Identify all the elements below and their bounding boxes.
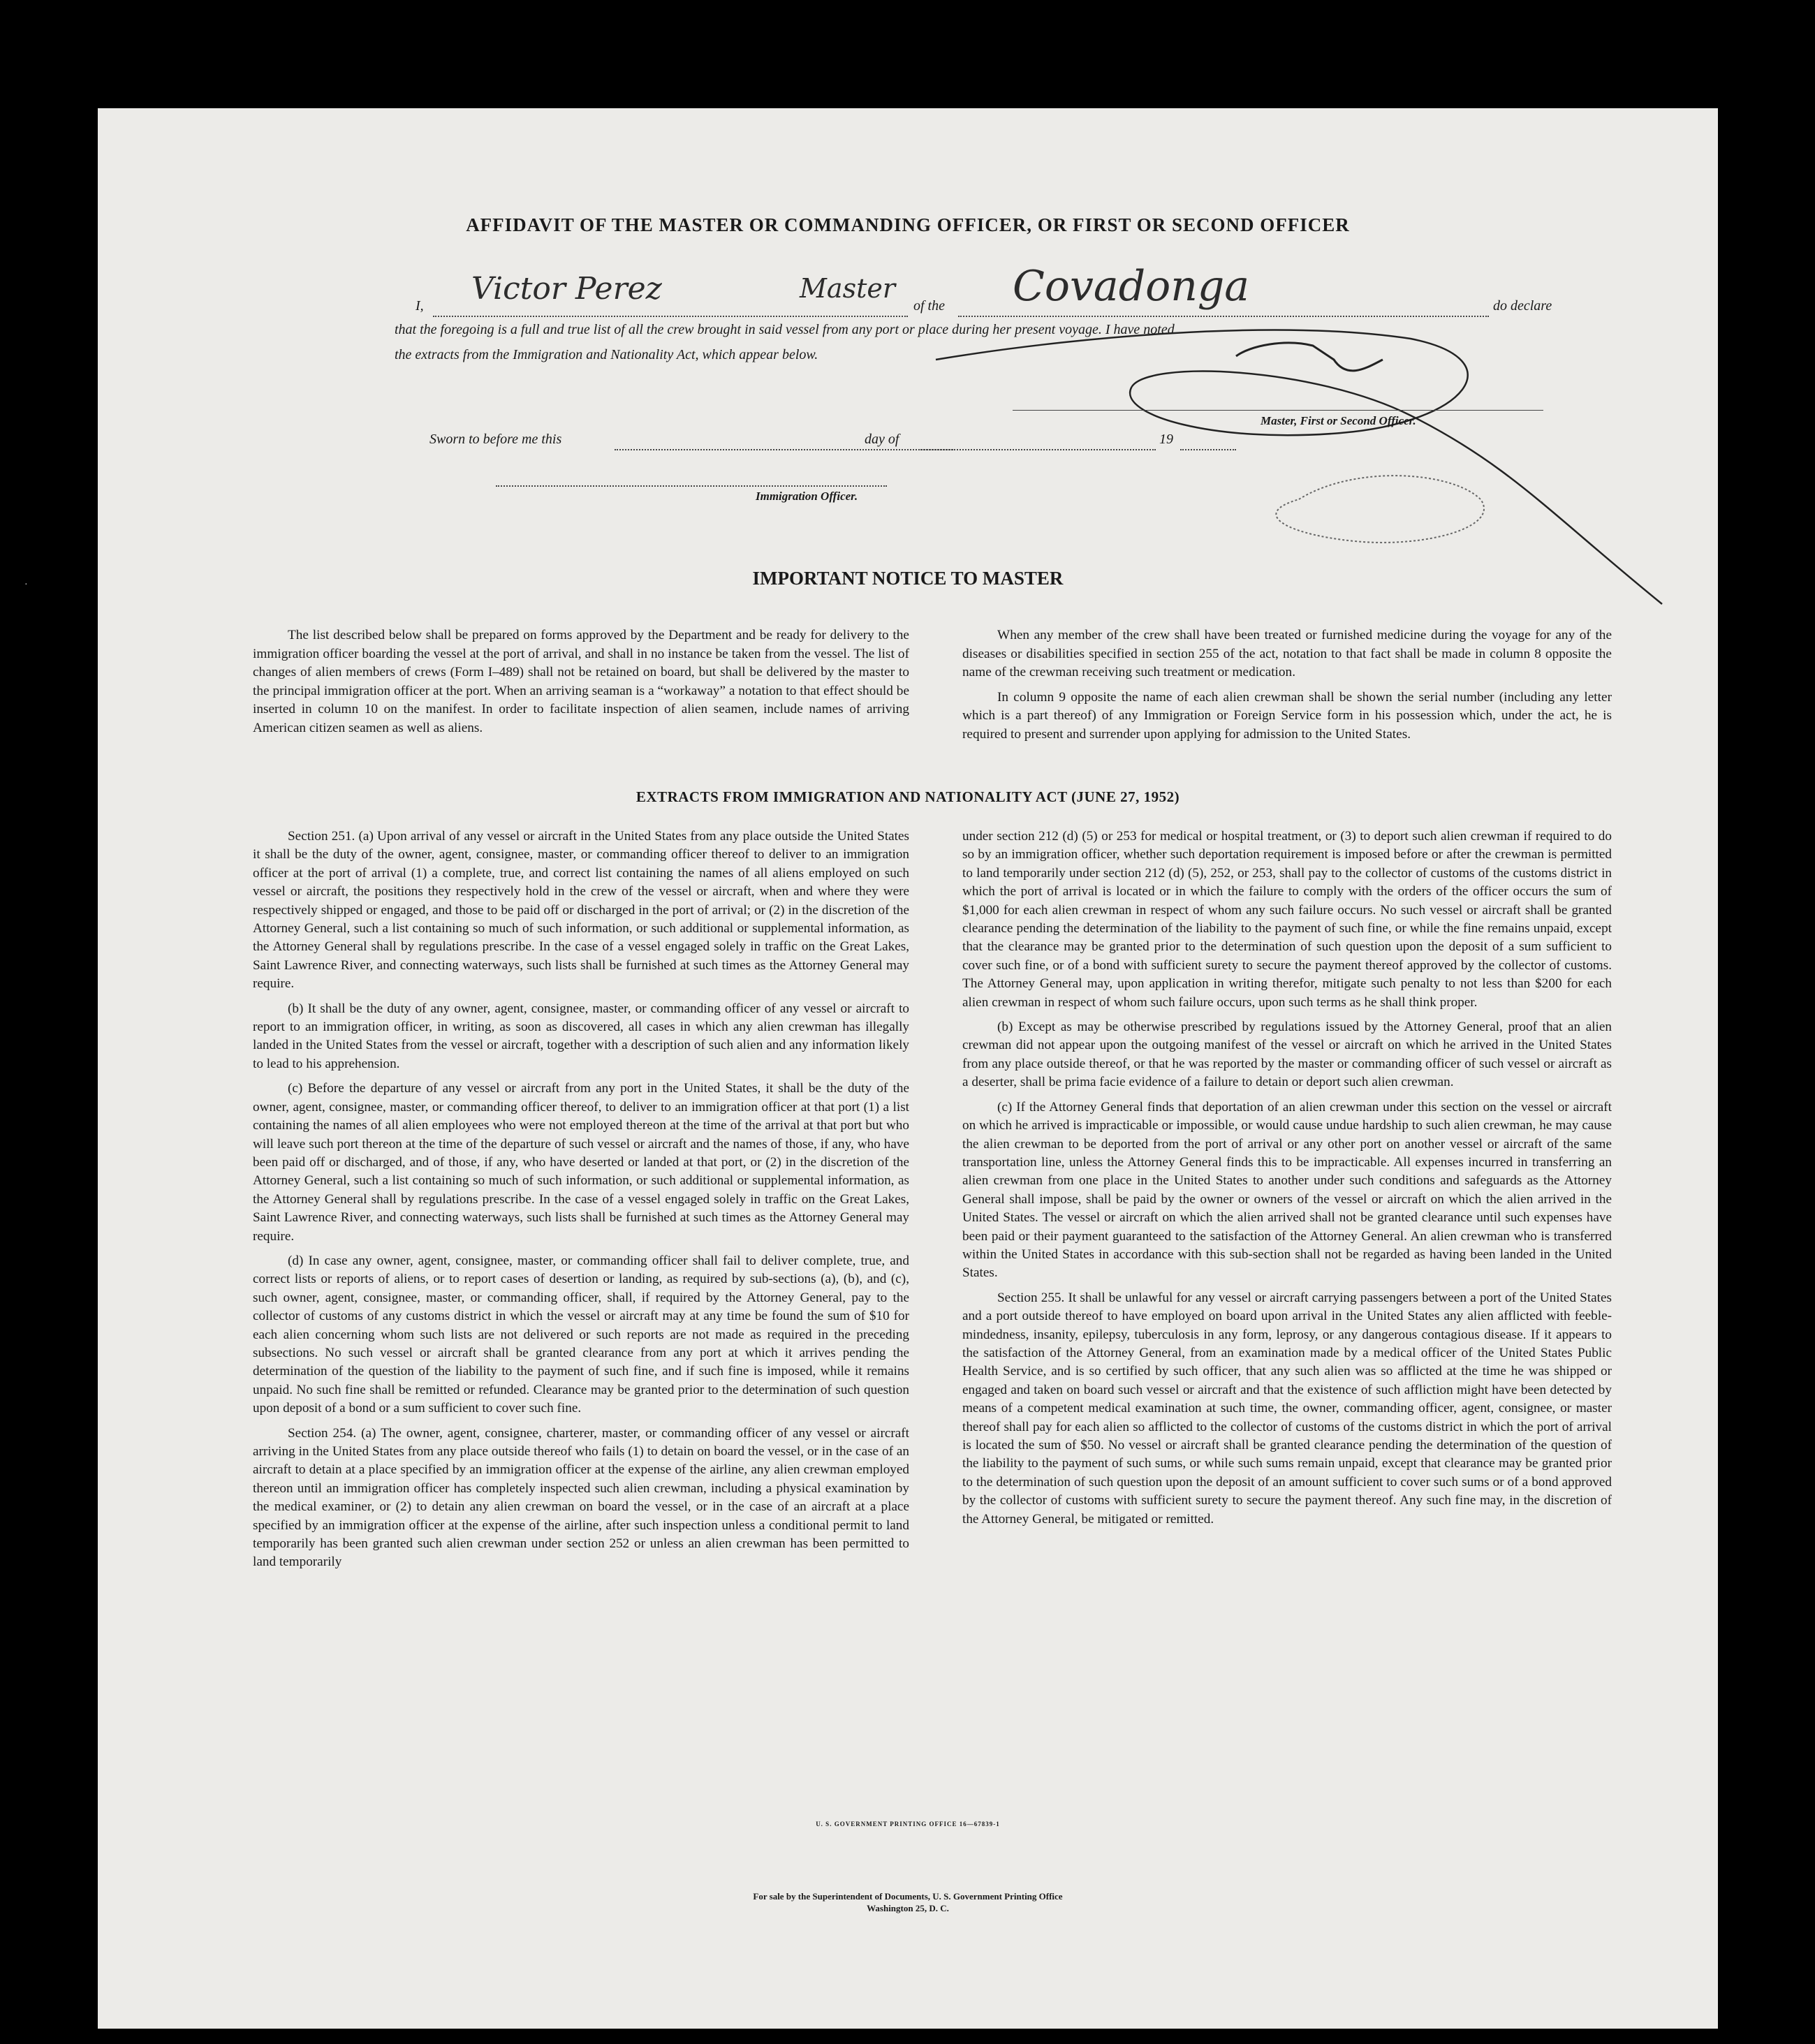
punch-hole bbox=[1724, 1867, 1751, 1895]
extracts-right-column bbox=[962, 828, 1612, 1535]
immigration-officer-caption: Immigration Officer. bbox=[756, 490, 858, 503]
extracts-title: EXTRACTS FROM IMMIGRATION AND NATIONALITY ACT (JUNE 27, 1952) bbox=[635, 788, 1180, 805]
sworn-year-line bbox=[1180, 449, 1236, 450]
section-251-c: (c) Before the departure of any vessel or aircraft from any port in the United States, it shall be the duty of the owner, agent, consignee, master, or commanding officer thereof, to deliver to an immigration officer at that port (1) a list containing the names of all alien employees who were not employed thereon at the time of the arrival at that port but who will leave such port thereon at the time of the departure of such vessel or aircraft and the names of those, if any, who have been paid off or discharged, and of those, if any, who have deserted or landed at that port, or (2) in the discretion of the Attorney General, such a list containing so much of such information, or such additional or supplemental information, as the Attorney General shall by regulations prescribe. In the case of a vessel engaged solely in traffic on the Great Lakes, Saint Lawrence River, and connecting waterways, such lists shall be furnished at such times as the Attorney General may require. bbox=[253, 1081, 909, 1244]
section-255: Section 255. It shall be unlawful for any vessel or aircraft carrying passengers between a port of the United States and a port outside thereof to have employed on board upon arrival in the United States any alien afflicted with feeble-mindedness, insanity, epilepsy, tuberculosis in any form, leprosy, or any dangerous contagious disease. If it appears to the satisfaction of the Attorney General, from an examination made by a medical officer of the United States Public Health Service, and is so certified by such officer, that any such alien was so afflicted at the time he was shipped or engaged and taken on board such vessel or aircraft and that the existence of such affliction might have been detected by means of a competent medical examination at such time, the owner, commanding officer, agent, consignee, or master thereof shall pay for each alien so afflicted to the collector of customs of the customs district in which the port of arrival is located the sum of $50. No vessel or aircraft shall be granted clearance pending the determination of the question of the liability to the payment of such sums, or while such sums remain unpaid, except that clearance may be granted prior to the determination of such question upon the deposit of an amount sufficient to cover such sums or of a bond approved by the collector of customs with sufficient surety to secure the payment thereof. Any such fine may, in the discretion of the Attorney General, be mitigated or remitted. bbox=[962, 1290, 1612, 1527]
sworn-month-line bbox=[918, 449, 1156, 450]
sale-line-1: For sale by the Superintendent of Documents, U. S. Government Printing Office bbox=[753, 1891, 1063, 1902]
section-254-b: (b) Except as may be otherwise prescribed by regulations issued by the Attorney General, proof that an alien crewman did not appear upon the outgoing manifest of the vessel or aircraft on which he arrived in the United States from any place outside thereof, or that he was reported by the master or commanding officer of such vessel or aircraft as a deserter, shall be prima facie evidence of a failure to detain or deport such alien crewman. bbox=[962, 1020, 1612, 1090]
immigration-officer-line bbox=[496, 485, 887, 487]
notice-left-column bbox=[253, 626, 909, 744]
notice-title: IMPORTANT NOTICE TO MASTER bbox=[752, 568, 1064, 589]
handwritten-vessel: Covadonga bbox=[1013, 262, 1250, 311]
section-254-c: (c) If the Attorney General finds that deportation of an alien crewman under this section on the vessel or aircraft on which he arrived is impracticable or impossible, or would cause undue hardship to such alien crewman, he may cause the alien crewman to be deported from the port of arrival or any other port on another vessel or aircraft of the same transportation line, unless the Attorney General finds this to be impracticable. All expenses incurred in transferring an alien crewman from one place in the United States to another under such conditions and safeguards as the Attorney General shall impose, shall be paid by the owner or owners of the vessel or aircraft on which the alien arrived in the United States. The vessel or aircraft on which the alien arrived shall not be granted clearance until such expenses have been paid or their payment guaranteed to the satisfaction of the Attorney General. An alien crewman who is transferred within the United States in accordance with this sub-section shall not be regarded as having been landed in the United States. bbox=[962, 1099, 1612, 1281]
punch-hole bbox=[1724, 1374, 1751, 1402]
notice-left-paragraph: The list described below shall be prepared on forms approved by the Department and be ready for delivery to the immigration officer boarding the vessel at the port of arrival, and shall in no instance be taken from the vessel. The list of changes of alien members of crews (Form I–489) shall not be retained on board, but shall be delivered by the master to the principal immigration officer at the port. When an arriving seaman is a “workaway” a notation to that effect should be inserted in column 10 on the manifest. In order to facilitate inspection of alien seamen, include names of arriving American citizen seamen as well as aliens. bbox=[253, 628, 909, 735]
punch-hole bbox=[1724, 1767, 1751, 1795]
vessel-line bbox=[958, 316, 1489, 317]
signature-caption: Master, First or Second Officer. bbox=[1261, 414, 1416, 427]
extracts-left-column bbox=[253, 828, 909, 1578]
punch-hole bbox=[1724, 318, 1751, 346]
document-page bbox=[98, 108, 1718, 2029]
section-254-a-continued: under section 212 (d) (5) or 253 for medical or hospital treatment, or (3) to deport such alien crewman if required to do so by an immigration officer, whether such deportation requirement is imposed before or after the crewman is permitted to land temporarily under section 212 (d) (5), 252, or 253, shall pay to the collector of customs of the customs district in which the port of arrival is located or in which the failure to comply with the orders of the officer occurs the sum of $1,000 for each alien crewman in respect of whom any such failure occurs. No such vessel or aircraft shall be granted clearance pending the determination of the liability to the payment of such fine, or while the fine remains unpaid, except that the clearance may be granted prior to the determination of such question upon the deposit of a sum sufficient to cover such fine, or of a bond with sufficient surety to secure the payment thereof approved by the collector of customs. The Attorney General may, upon application in writing therefor, mitigate such penalty to not less than $200 for each alien crewman in respect of whom such failure occurs, upon such terms as he shall think proper. bbox=[962, 829, 1612, 1010]
handwritten-name: Victor Perez bbox=[471, 271, 662, 307]
sale-line-2: Washington 25, D. C. bbox=[867, 1903, 949, 1913]
sworn-day-line bbox=[615, 449, 953, 450]
affidavit-title: AFFIDAVIT OF THE MASTER OR COMMANDING OFFICER, OR FIRST OR SECOND OFFICER bbox=[466, 214, 1350, 235]
sale-notice bbox=[98, 1890, 1718, 1914]
scan-speck: · bbox=[24, 580, 28, 590]
section-251-d: (d) In case any owner, agent, consignee, master, or commanding officer shall fail to deliver complete, true, and correct lists or reports of aliens, or to report cases of desertion or landing, as required by sub-sections (a), (b), and (c), such owner, agent, consignee, master, or commanding officer, shall, if required by the Attorney General, pay to the collector of customs of any customs district in which the vessel or aircraft may at any time be found the sum of $10 for each alien concerning whom such lists are not delivered or such reports are not made as required in the preceding subsections. No such vessel or aircraft shall be granted clearance from any port at which it arrives pending the determination of the question of the liability to the payment of such fine, and if such fine is imposed, while it remains unpaid. No such fine shall be remitted or refunded. Clearance may be granted prior to the determination of such question upon deposit of a bond or a sum sufficient to cover such fine. bbox=[253, 1253, 909, 1416]
handwritten-signature bbox=[922, 318, 1732, 611]
signature-line bbox=[1013, 410, 1543, 411]
punch-hole bbox=[1724, 1473, 1751, 1501]
section-254-a: Section 254. (a) The owner, agent, consignee, charterer, master, or commanding officer of any vessel or aircraft arriving in the United States from any place outside thereof who fails (1) to detain on board the vessel, or in the case of an aircraft to detain at a place specified by an immigration officer at the expense of the airline, any alien crewman employed thereon until an immigration officer has completely inspected such alien crewman, including a physical examination by the medical examiner, or (2) to detain any alien crewman on board the vessel, or in the case of an aircraft at a place specified by an immigration officer at the expense of the airline, after such inspection unless a conditional permit to land temporarily has been granted such alien crewman under section 252 or unless an alien crewman has been permitted to land temporarily bbox=[253, 1425, 909, 1570]
handwritten-rank: Master bbox=[800, 273, 895, 304]
notice-right-paragraph-2: In column 9 opposite the name of each alien crewman shall be shown the serial number (including any letter which is a part thereof) of any Immigration or Foreign Service form in his possession which, under the act, he is required to present and surrender upon applying for admission to the United States. bbox=[962, 689, 1612, 742]
section-251-b: (b) It shall be the duty of any owner, agent, consignee, master, or commanding officer of any vessel or aircraft to report to an immigration officer, in writing, as soon as discovered, all cases in which any alien crewman has illegally landed in the United States from the vessel or aircraft, together with a description of such alien and any information likely to lead to his apprehension. bbox=[253, 1001, 909, 1071]
of-the-label: of the bbox=[913, 298, 945, 314]
gpo-imprint: U. S. GOVERNMENT PRINTING OFFICE 16—67839-1 bbox=[816, 1821, 1000, 1828]
year-prefix: 19 bbox=[1159, 432, 1173, 447]
day-of-label: day of bbox=[865, 432, 899, 447]
affidavit-line-3: the extracts from the Immigration and Nationality Act, which appear below. bbox=[395, 347, 818, 362]
punch-hole bbox=[1724, 417, 1751, 445]
do-declare-label: do declare bbox=[1493, 298, 1552, 314]
sworn-label: Sworn to before me this bbox=[429, 432, 562, 447]
name-line bbox=[433, 316, 908, 317]
punch-hole bbox=[1724, 712, 1751, 740]
punch-hole bbox=[1724, 812, 1751, 840]
notice-right-column bbox=[962, 626, 1612, 750]
section-251-a: Section 251. (a) Upon arrival of any vessel or aircraft in the United States from any place outside the United States it shall be the duty of the owner, agent, consignee, master, or commanding officer thereof to deliver to an immigration officer at the port of arrival (1) a complete, true, and correct list containing the names of all aliens employed on such vessel or aircraft, the positions they respectively hold in the crew of the vessel or aircraft, when and where they were respectively shipped or engaged, and those to be paid off or discharged in the port of arrival; or (2) in the discretion of the Attorney General, such a list containing so much of such information, or such additional or supplemental information, as the Attorney General shall by regulations prescribe. In the case of a vessel engaged solely in traffic on the Great Lakes, Saint Lawrence River, and connecting waterways, such lists shall be furnished at such times as the Attorney General may require. bbox=[253, 829, 909, 992]
i-label: I, bbox=[416, 298, 424, 314]
notice-right-paragraph-1: When any member of the crew shall have been treated or furnished medicine during the voyage for any of the diseases or disabilities specified in section 255 of the act, notation to that fact shall be made in column 8 opposite the name of the crewman receiving such treatment or medication. bbox=[962, 628, 1612, 679]
affidavit-line-2: that the foregoing is a full and true list of all the crew brought in said vessel from any port or place during her present voyage. I have noted bbox=[395, 322, 1175, 337]
